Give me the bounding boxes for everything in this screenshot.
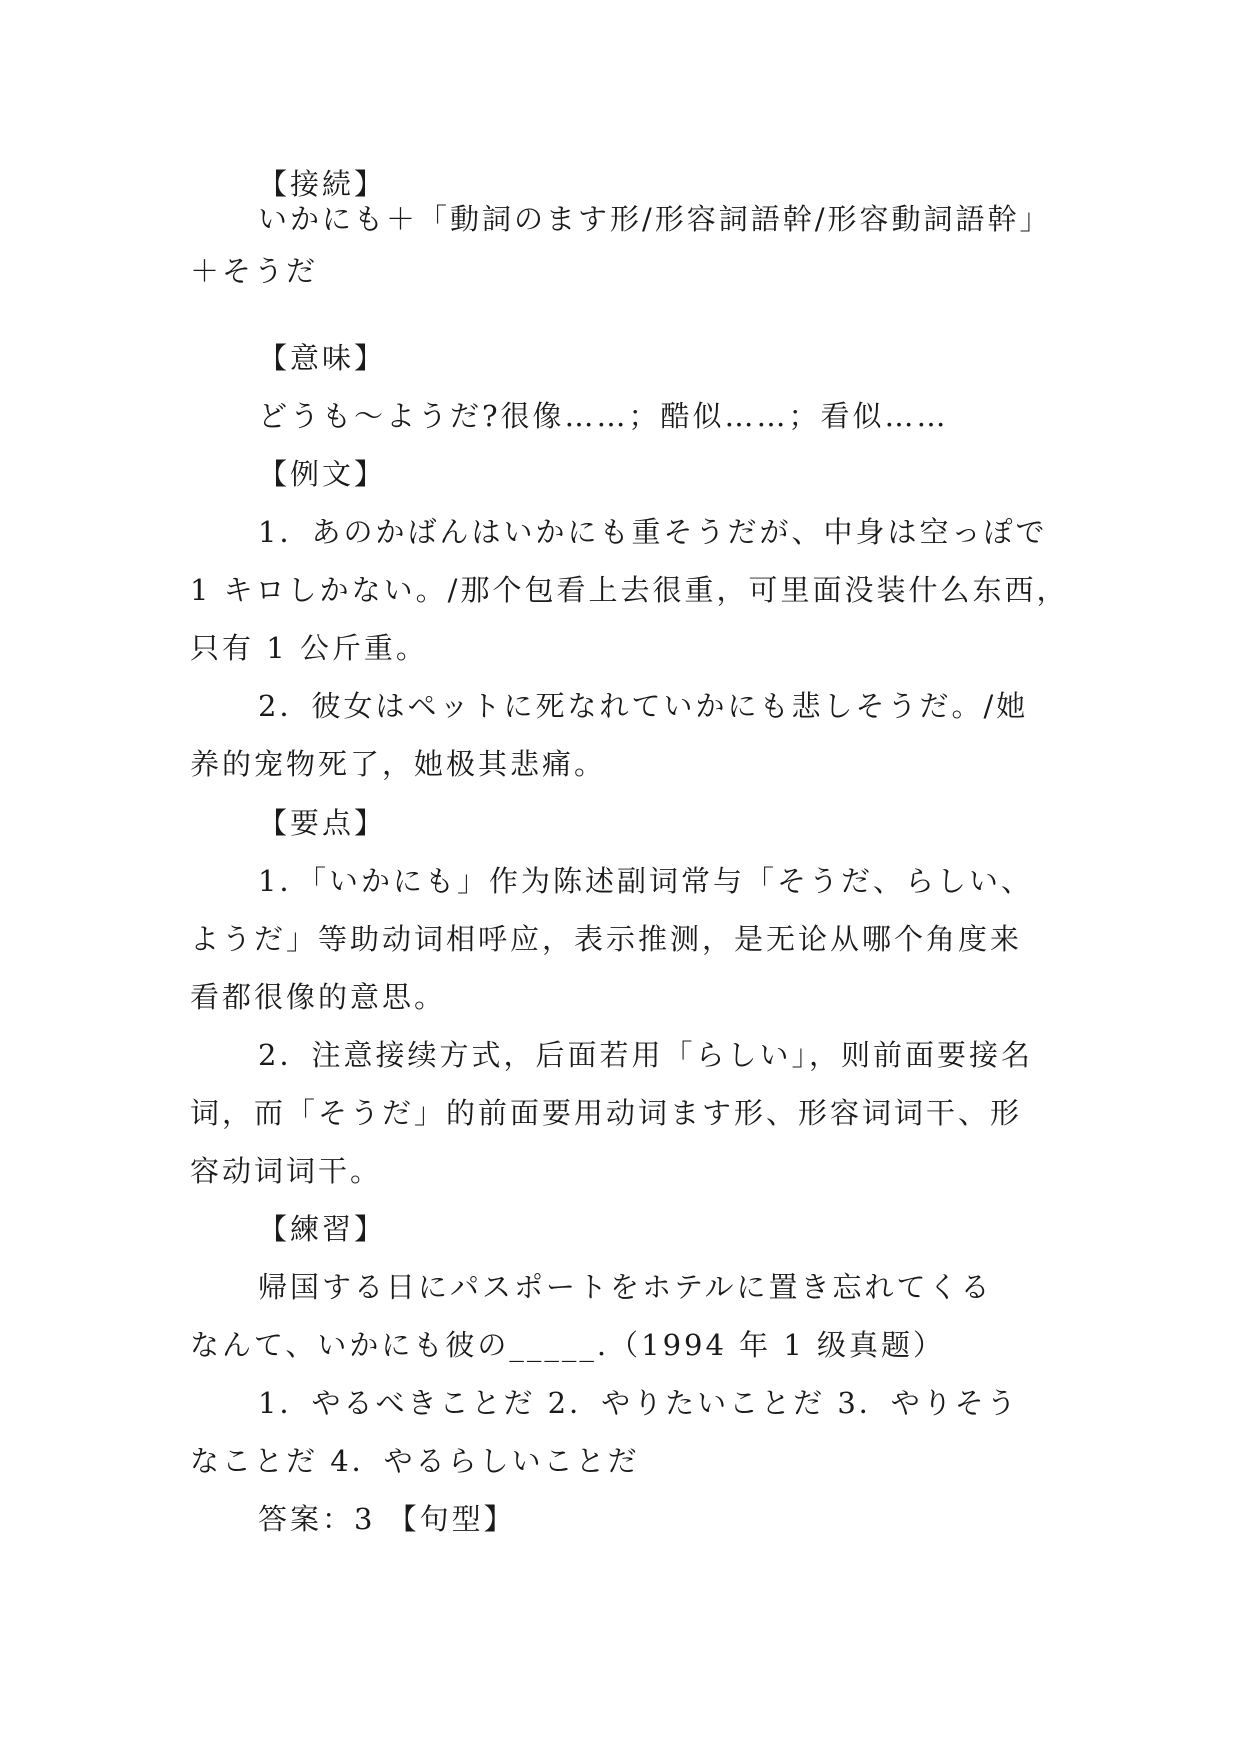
paragraph-line: 容动词词干。 [190,1154,383,1188]
paragraph-line: どうも～ようだ?很像……；酷似……；看似…… [258,399,949,433]
answer-line: 答案：3 【句型】 [258,1502,516,1536]
answer-options-line: 1．やるべきことだ 2．やりたいことだ 3．やりそう [258,1386,1019,1420]
paragraph-line: 1 キロしかない。/那个包看上去很重，可里面没装什么东西， [190,573,1069,607]
heading-connection: 【接続】 [258,167,387,201]
paragraph-line: 帰国する日にパスポートをホテルに置き忘れてくる [258,1270,993,1304]
paragraph-line: 养的宠物死了，她极其悲痛。 [190,747,607,781]
heading-practice: 【練習】 [258,1212,387,1246]
paragraph-line: 1．あのかばんはいかにも重そうだが、中身は空っぽで [258,515,1048,549]
paragraph-line: 看都很像的意思。 [190,980,447,1014]
paragraph-line: なんて、いかにも彼の_____.（1994 年 1 级真题） [190,1328,946,1362]
paragraph-line: いかにも＋「動詞のます形/形容詞語幹/形容動詞語幹」 [258,202,1052,236]
paragraph-line: 1．「いかにも」作为陈述副词常与「そうだ、らしい、 [258,864,1033,898]
paragraph-line: 2．彼女はペットに死なれていかにも悲しそうだ。/她 [258,689,1029,723]
paragraph-line: ようだ」等助动词相呼应，表示推测，是无论从哪个角度来 [190,922,1023,956]
paragraph-line: ＋そうだ [190,254,319,288]
paragraph-line: 词，而「そうだ」的前面要用动词ます形、形容词词干、形 [190,1096,1023,1130]
paragraph-line: 2．注意接续方式，后面若用「らしい」，则前面要接名 [258,1038,1033,1072]
paragraph-line: 只有 1 公斤重。 [190,631,428,665]
heading-key-points: 【要点】 [258,806,387,840]
answer-options-line: なことだ 4．やるらしいことだ [190,1444,640,1478]
heading-examples: 【例文】 [258,457,387,491]
heading-meaning: 【意味】 [258,341,387,375]
